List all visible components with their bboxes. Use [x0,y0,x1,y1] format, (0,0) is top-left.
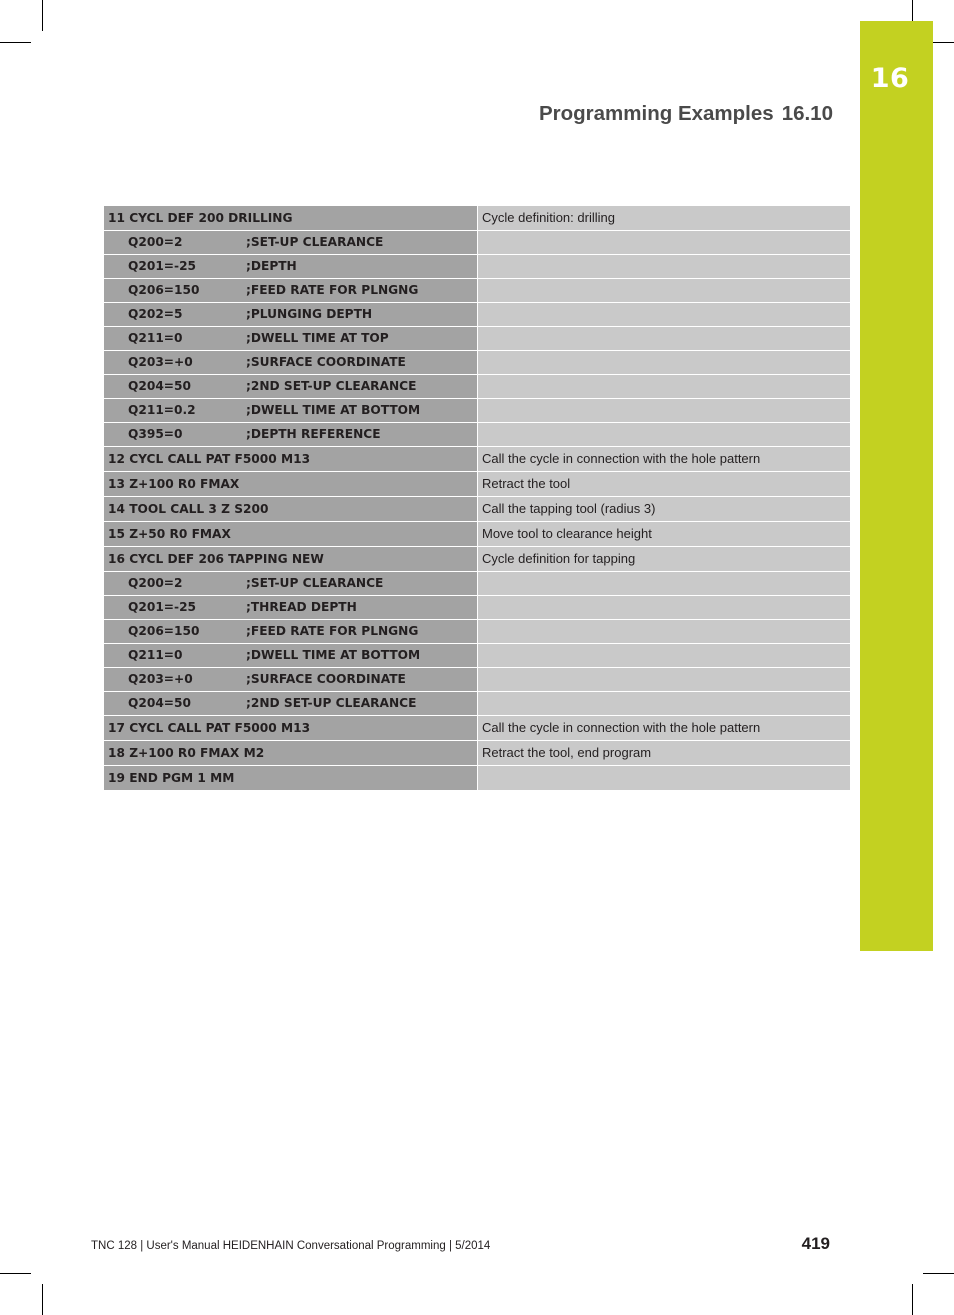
cycle-parameter-row [104,668,850,692]
code-cell [104,741,478,766]
description-text: Call the cycle in connection with the hole pattern [482,451,761,466]
cycle-parameter-row [104,423,850,447]
parameter-comment: ;SET-UP CLEARANCE [246,235,384,249]
code-cell [104,206,478,231]
cycle-parameter-row [104,572,850,596]
parameter-comment: ;DWELL TIME AT BOTTOM [246,648,421,662]
nc-block-text: 11 CYCL DEF 200 DRILLING [108,210,293,225]
parameter-assignment: Q211=0 [128,331,183,345]
description-text [478,770,482,785]
program-block-row [104,766,850,791]
cycle-parameter-row [104,327,850,351]
code-cell [104,692,478,716]
nc-block-text: 15 Z+50 R0 FMAX [108,526,231,541]
code-cell [104,327,478,351]
cycle-parameter-row [104,279,850,303]
parameter-line [104,255,297,278]
nc-block-text: 18 Z+100 R0 FMAX M2 [108,745,265,760]
cycle-parameter-row [104,620,850,644]
parameter-assignment: Q206=150 [128,624,200,638]
parameter-assignment: Q202=5 [128,307,183,321]
parameter-comment: ;2ND SET-UP CLEARANCE [246,379,417,393]
crop-mark [923,1273,954,1274]
cycle-parameter-row [104,351,850,375]
description-text: Move tool to clearance height [482,526,652,541]
parameter-assignment: Q211=0 [128,648,183,662]
description-cell [478,692,851,716]
description-cell [478,522,851,547]
description-cell [478,303,851,327]
code-cell [104,644,478,668]
cycle-parameter-row [104,596,850,620]
parameter-comment: ;THREAD DEPTH [246,600,357,614]
cycle-parameter-row [104,399,850,423]
description-cell [478,572,851,596]
header-section-number: 16.10 [781,102,833,125]
code-cell [104,620,478,644]
program-listing-body [104,206,850,791]
description-cell [478,279,851,303]
description-cell [478,766,851,791]
parameter-line [104,351,406,374]
parameter-line [104,399,420,422]
chapter-tab [860,21,933,951]
crop-mark [42,1284,43,1315]
parameter-assignment: Q395=0 [128,427,183,441]
cycle-parameter-row [104,375,850,399]
page-header [539,102,833,126]
code-cell [104,522,478,547]
program-block-row [104,522,850,547]
parameter-comment: ;FEED RATE FOR PLNGNG [246,624,419,638]
parameter-line [104,375,416,398]
program-block-row [104,497,850,522]
parameter-line [104,668,406,691]
parameter-comment: ;DWELL TIME AT TOP [246,331,389,345]
description-cell [478,497,851,522]
parameter-line [104,231,383,254]
parameter-assignment: Q204=50 [128,379,191,393]
description-text: Retract the tool [482,476,571,491]
parameter-assignment: Q203=+0 [128,355,193,369]
parameter-comment: ;SET-UP CLEARANCE [246,576,384,590]
code-cell [104,231,478,255]
parameter-assignment: Q200=2 [128,235,183,249]
parameter-comment: ;DEPTH REFERENCE [246,427,381,441]
parameter-line [104,620,418,643]
nc-block-text: 13 Z+100 R0 FMAX [108,476,240,491]
parameter-comment: ;PLUNGING DEPTH [246,307,373,321]
parameter-line [104,279,418,302]
code-cell [104,255,478,279]
crop-mark [0,1273,31,1274]
description-cell [478,351,851,375]
code-cell [104,766,478,791]
description-cell [478,375,851,399]
description-cell [478,668,851,692]
code-cell [104,279,478,303]
program-block-row [104,547,850,572]
description-cell [478,472,851,497]
nc-block-text: 19 END PGM 1 MM [108,770,235,785]
chapter-number: 16 [870,63,910,94]
parameter-assignment: Q203=+0 [128,672,193,686]
parameter-assignment: Q204=50 [128,696,191,710]
description-cell [478,620,851,644]
description-cell [478,327,851,351]
parameter-comment: ;DWELL TIME AT BOTTOM [246,403,421,417]
crop-mark [912,0,913,21]
nc-block-text: 17 CYCL CALL PAT F5000 M13 [108,720,311,735]
description-cell [478,423,851,447]
cycle-parameter-row [104,644,850,668]
description-cell [478,255,851,279]
parameter-line [104,327,389,350]
crop-mark [0,42,31,43]
parameter-line [104,644,420,667]
program-listing-table [104,206,850,791]
description-cell [478,447,851,472]
description-cell [478,741,851,766]
parameter-line [104,572,383,595]
nc-block-text: 14 TOOL CALL 3 Z S200 [108,501,269,516]
parameter-comment: ;DEPTH [246,259,297,273]
code-cell [104,375,478,399]
cycle-parameter-row [104,303,850,327]
program-block-row [104,447,850,472]
code-cell [104,303,478,327]
parameter-line [104,692,416,715]
parameter-line [104,303,372,326]
code-cell [104,572,478,596]
description-text: Call the cycle in connection with the hole pattern [482,720,761,735]
code-cell [104,596,478,620]
description-text: Cycle definition: drilling [482,210,615,225]
code-cell [104,668,478,692]
program-block-row [104,741,850,766]
parameter-assignment: Q206=150 [128,283,200,297]
description-text: Cycle definition for tapping [482,551,636,566]
description-cell [478,716,851,741]
parameter-comment: ;2ND SET-UP CLEARANCE [246,696,417,710]
parameter-comment: ;FEED RATE FOR PLNGNG [246,283,419,297]
description-cell [478,547,851,572]
description-text: Retract the tool, end program [482,745,652,760]
parameter-assignment: Q201=-25 [128,259,197,273]
cycle-parameter-row [104,255,850,279]
nc-block-text: 12 CYCL CALL PAT F5000 M13 [108,451,311,466]
parameter-assignment: Q211=0.2 [128,403,196,417]
cycle-parameter-row [104,231,850,255]
crop-mark [912,1284,913,1315]
code-cell [104,447,478,472]
program-block-row [104,472,850,497]
description-cell [478,399,851,423]
code-cell [104,547,478,572]
description-text: Call the tapping tool (radius 3) [482,501,656,516]
description-cell [478,644,851,668]
code-cell [104,716,478,741]
code-cell [104,472,478,497]
crop-mark [42,0,43,31]
header-title: Programming Examples [538,102,774,125]
parameter-assignment: Q201=-25 [128,600,197,614]
cycle-parameter-row [104,692,850,716]
parameter-comment: ;SURFACE COORDINATE [246,672,406,686]
nc-block-text: 16 CYCL DEF 206 TAPPING NEW [108,551,324,566]
program-block-row [104,206,850,231]
description-cell [478,206,851,231]
parameter-comment: ;SURFACE COORDINATE [246,355,406,369]
code-cell [104,497,478,522]
description-cell [478,231,851,255]
parameter-assignment: Q200=2 [128,576,183,590]
parameter-line [104,596,357,619]
parameter-line [104,423,381,446]
code-cell [104,351,478,375]
footer-text: TNC 128 | User's Manual HEIDENHAIN Conversational Programming | 5/2014 [91,1240,491,1252]
description-cell [478,596,851,620]
code-cell [104,399,478,423]
program-block-row [104,716,850,741]
code-cell [104,423,478,447]
page-number: 419 [801,1234,830,1253]
